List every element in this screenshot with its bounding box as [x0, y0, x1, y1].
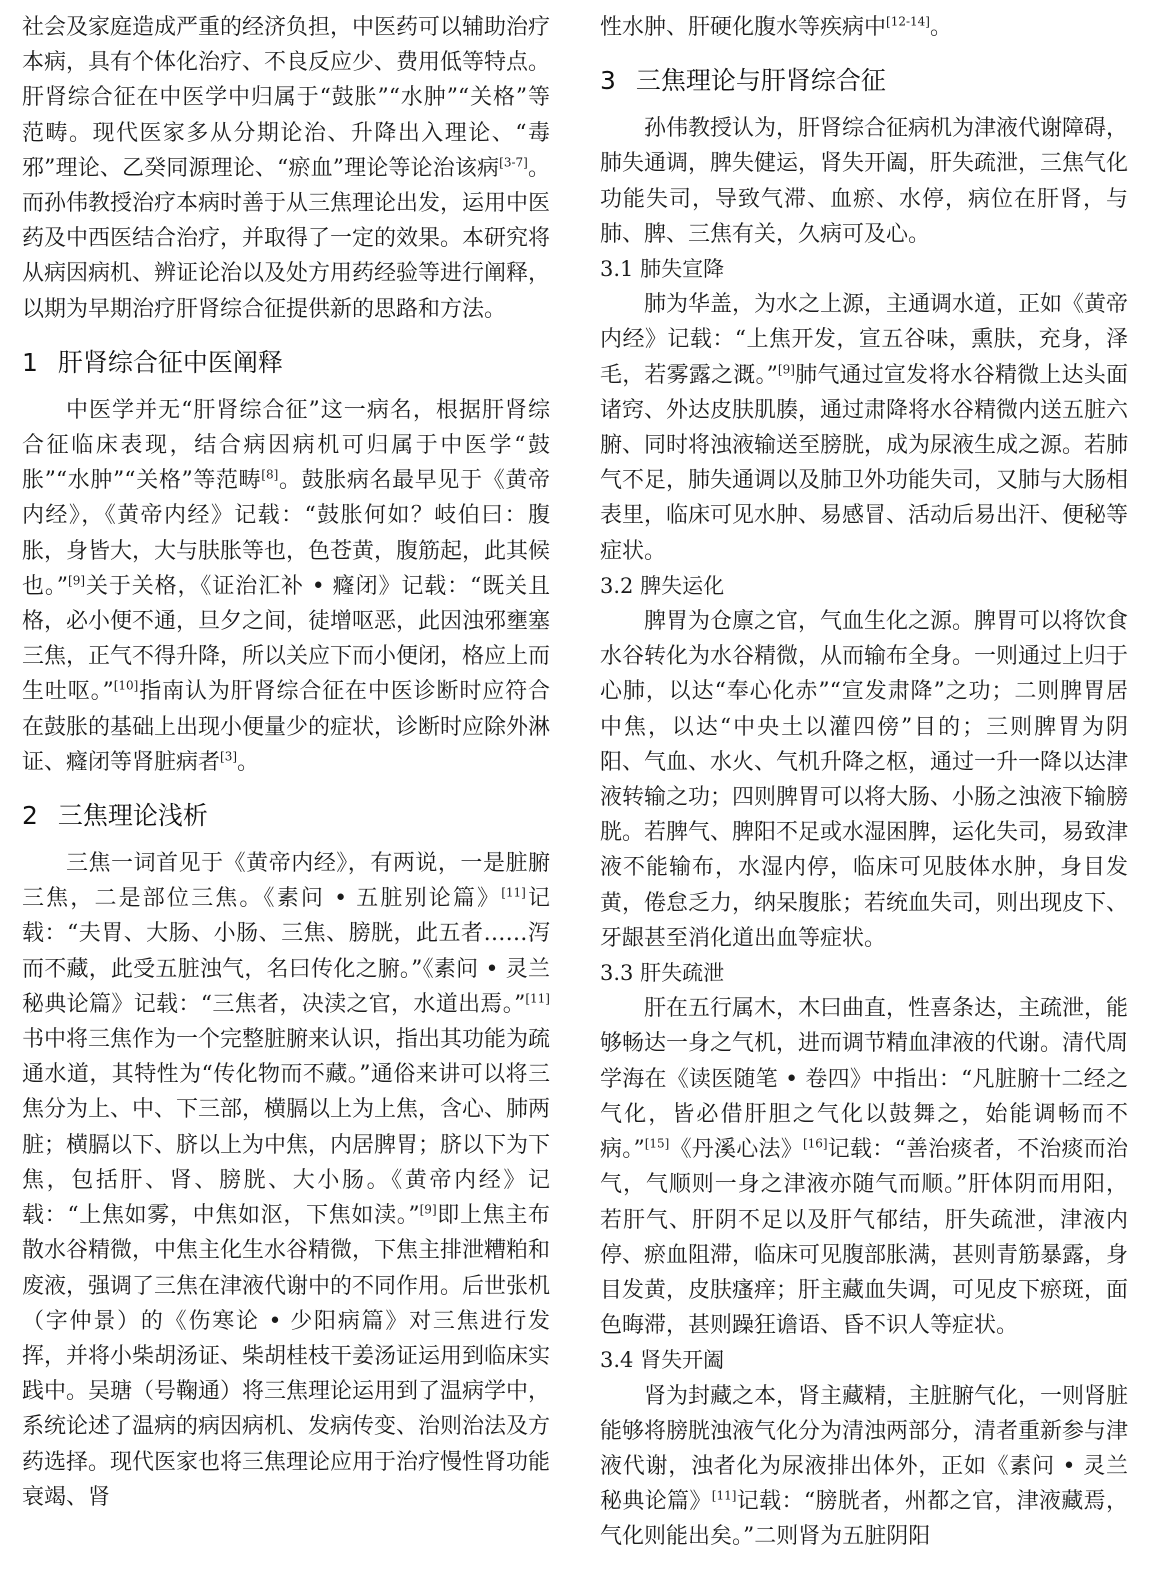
text-run: 肺气通过宣发将水谷精微上达头面诸窍、外达皮肤肌腠，通过肃降将水谷精微内送五脏六腑、同时将浊液输送至膀胱，成为尿液生成之源。若肺气不足，肺失通调以及肺卫外功能失司，又肺与大肠相表里，临床可见水肿、易感冒、活动后易出汗、便秘等症状。 [600, 362, 1129, 564]
subsection-3-1-heading: 3.1 肺失宣降 [600, 257, 725, 282]
subsection-3-3-heading: 3.3 肝失疏泄 [600, 961, 725, 986]
citation-ref: [3-7] [499, 155, 528, 170]
subsection-3-4-paragraph [600, 1379, 1128, 1555]
text-run: 孙伟教授认为，肝肾综合征病机为津液代谢障碍，肺失通调，脾失健运，肾失开阖，肝失疏泄，三焦气化功能失司，导致气滞、血瘀、水停，病位在肝肾，与肺、脾、三焦有关，久病可及心。 [600, 116, 1129, 247]
citation-ref: [10] [113, 679, 139, 694]
text-run: 。 [237, 749, 260, 775]
text-run: 即上焦主布散水谷精微，中焦主化生水谷精微，下焦主排泄糟粕和废液，强调了三焦在津液代谢中的不同作用。后世张机（字仲景）的《伤寒论 • 少阳病篇》对三焦进行发挥，并将小柴胡汤证、柴胡桂枝干姜汤证运用到临床实践中。吴瑭（号鞠通）将三焦理论运用到了温病学中，系统论述了温病的病因病机、发病传变、治则治法及方药选择。现代医家也将三焦理论应用于治疗慢性肾功能衰竭、肾 [22, 1203, 551, 1510]
text-run: 社会及家庭造成严重的经济负担，中医药可以辅助治疗本病，具有个体化治疗、不良反应少、费用低等特点。肝肾综合征在中医学中归属于“鼓胀”“水肿”“关格”等范畴。现代医家多从分期论治、升降出入理论、“毒邪”理论、乙癸同源理论、“瘀血”理论等论治该病 [22, 15, 551, 181]
citation-ref: [12-14] [886, 14, 930, 29]
text-run: 记载：“善治痰者，不治痰而治气，气顺则一身之津液亦随气而顺。”肝体阴而用阳，若肝气、肝阴不足以及肝气郁结，肝失疏泄，津液内停、瘀血阻滞，临床可见腹部胀满，甚则青筋暴露，身目发黄，皮肤瘙痒；肝主藏血失调，可见皮下瘀斑，面色晦滞，甚则躁狂谵语、昏不识人等症状。 [600, 1137, 1129, 1339]
citation-ref: [9] [68, 573, 86, 588]
section-1-heading: 1 肝肾综合征中医阐释 [22, 347, 283, 377]
text-run: 书中将三焦作为一个完整脏腑来认识，指出其功能为疏通水道，其特性为“传化物而不藏。”通俗来讲可以将三焦分为上、中、下三部，横膈以上为上焦，含心、肺两脏；横膈以下、脐以上为中焦，内居脾胃；脐以下为下焦，包括肝、肾、膀胱、大小肠。《黄帝内经》记载：“上焦如雾，中焦如沤，下焦如渎。” [22, 1027, 551, 1229]
text-run: 。 [929, 15, 952, 40]
section-3-paragraph [600, 111, 1128, 252]
text-run: 。而孙伟教授治疗本病时善于从三焦理论出发，运用中医药及中西医结合治疗，并取得了一定的效果。本研究将从病因病机、辨证论治以及处方用药经验等进行阐释，以期为早期治疗肝肾综合征提供新的思路和方法。 [22, 155, 551, 322]
text-run: 三焦一词首见于《黄帝内经》，有两说，一是脏腑三焦，二是部位三焦。《素问 • 五脏别论篇》 [22, 851, 550, 912]
citation-ref: [11] [711, 1488, 737, 1503]
citation-ref: [9] [777, 362, 795, 377]
section-2-paragraph [22, 846, 550, 1515]
text-run: 性水肿、肝硬化腹水等疾病中 [600, 15, 887, 40]
text-run: 《丹溪心法》 [669, 1137, 803, 1163]
left-column [22, 10, 550, 1515]
text-run: 记载：“夫胃、大肠、小肠、三焦、膀胱，此五者……泻而不藏，此受五脏浊气，名曰传化之腑。”《素问 • 灵兰秘典论篇》记载：“三焦者，决渎之官，水道出焉。” [22, 886, 550, 1017]
section-2-heading: 2 三焦理论浅析 [22, 801, 208, 831]
citation-ref: [16] [802, 1136, 828, 1151]
text-run: 脾胃为仓廪之官，气血生化之源。脾胃可以将饮食水谷转化为水谷精微，从而输布全身。一则通过上归于心肺，以达“奉心化赤”“宣发肃降”之功；二则脾胃居中焦，以达“中央土以灌四傍”目的；三则脾胃为阴阳、气血、水火、气机升降之枢，通过一升一降以达津液转输之功；四则脾胃可以将大肠、小肠之浊液下输膀胱。若脾气、脾阳不足或水湿困脾，运化失司，易致津液不能输布，水湿内停，临床可见肢体水肿，身目发黄，倦怠乏力，纳呆腹胀；若统血失司，则出现皮下、牙龈甚至消化道出血等症状。 [600, 609, 1129, 951]
section-3-heading: 3 三焦理论与肝肾综合征 [600, 66, 886, 96]
citation-ref: [15] [644, 1136, 670, 1151]
subsection-3-2-paragraph [600, 604, 1128, 956]
carry-over-paragraph [600, 10, 1128, 45]
text-run: 肺为华盖，为水之上源，主通调水道，正如《黄帝内经》记载：“上焦开发，宣五谷味，熏肤，充身，泽毛，若雾露之溉。” [600, 292, 1129, 388]
subsection-3-1-paragraph [600, 287, 1128, 569]
intro-paragraph [22, 10, 550, 327]
text-run: 中医学并无“肝肾综合征”这一病名，根据肝肾综合征临床表现，结合病因病机可归属于中医学“鼓胀”“水肿”“关格”等范畴 [22, 397, 550, 494]
citation-ref: [9] [419, 1202, 437, 1217]
citation-ref: [3] [220, 749, 238, 764]
section-1-paragraph [22, 393, 550, 780]
subsection-3-3-paragraph [600, 991, 1128, 1343]
right-column [600, 10, 1128, 1555]
text-run: 记载：“膀胱者，州都之官，津液藏焉，气化则能出矣。”二则肾为五脏阴阳 [600, 1489, 1128, 1550]
subsection-3-4-heading: 3.4 肾失开阖 [600, 1348, 725, 1373]
citation-ref: [8] [261, 467, 279, 482]
text-run: 。鼓胀病名最早见于《黄帝内经》，《黄帝内经》记载：“鼓胀何如？岐伯曰：腹胀，身皆大，大与肤胀等也，色苍黄，腹筋起，此其候也。” [22, 468, 551, 599]
citation-ref: [11] [501, 885, 526, 900]
subsection-3-2-heading: 3.2 脾失运化 [600, 573, 725, 598]
text-run: 肾为封藏之本，肾主藏精，主脏腑气化，一则肾脏能够将膀胱浊液气化分为清浊两部分，清者重新参与津液代谢，浊者化为尿液排出体外，正如《素问 • 灵兰秘典论篇》 [600, 1383, 1129, 1515]
text-run: 指南认为肝肾综合征在中医诊断时应符合在鼓胀的基础上出现小便量少的症状，诊断时应除外淋证、癃闭等肾脏病者 [22, 679, 551, 775]
text-run: 关于关格，《证治汇补 • 癃闭》记载：“既关且格，必小便不通，旦夕之间，徒增呕恶，此因浊邪壅塞三焦，正气不得升降，所以关应下而小便闭，格应上而生吐呕。” [22, 573, 551, 705]
citation-ref: [11] [525, 991, 550, 1006]
text-run: 肝在五行属木，木曰曲直，性喜条达，主疏泄，能够畅达一身之气机，进而调节精血津液的代谢。清代周学海在《读医随笔 • 卷四》中指出：“凡脏腑十二经之气化，皆必借肝胆之气化以鼓舞之，始能调畅而不病。” [600, 996, 1129, 1163]
